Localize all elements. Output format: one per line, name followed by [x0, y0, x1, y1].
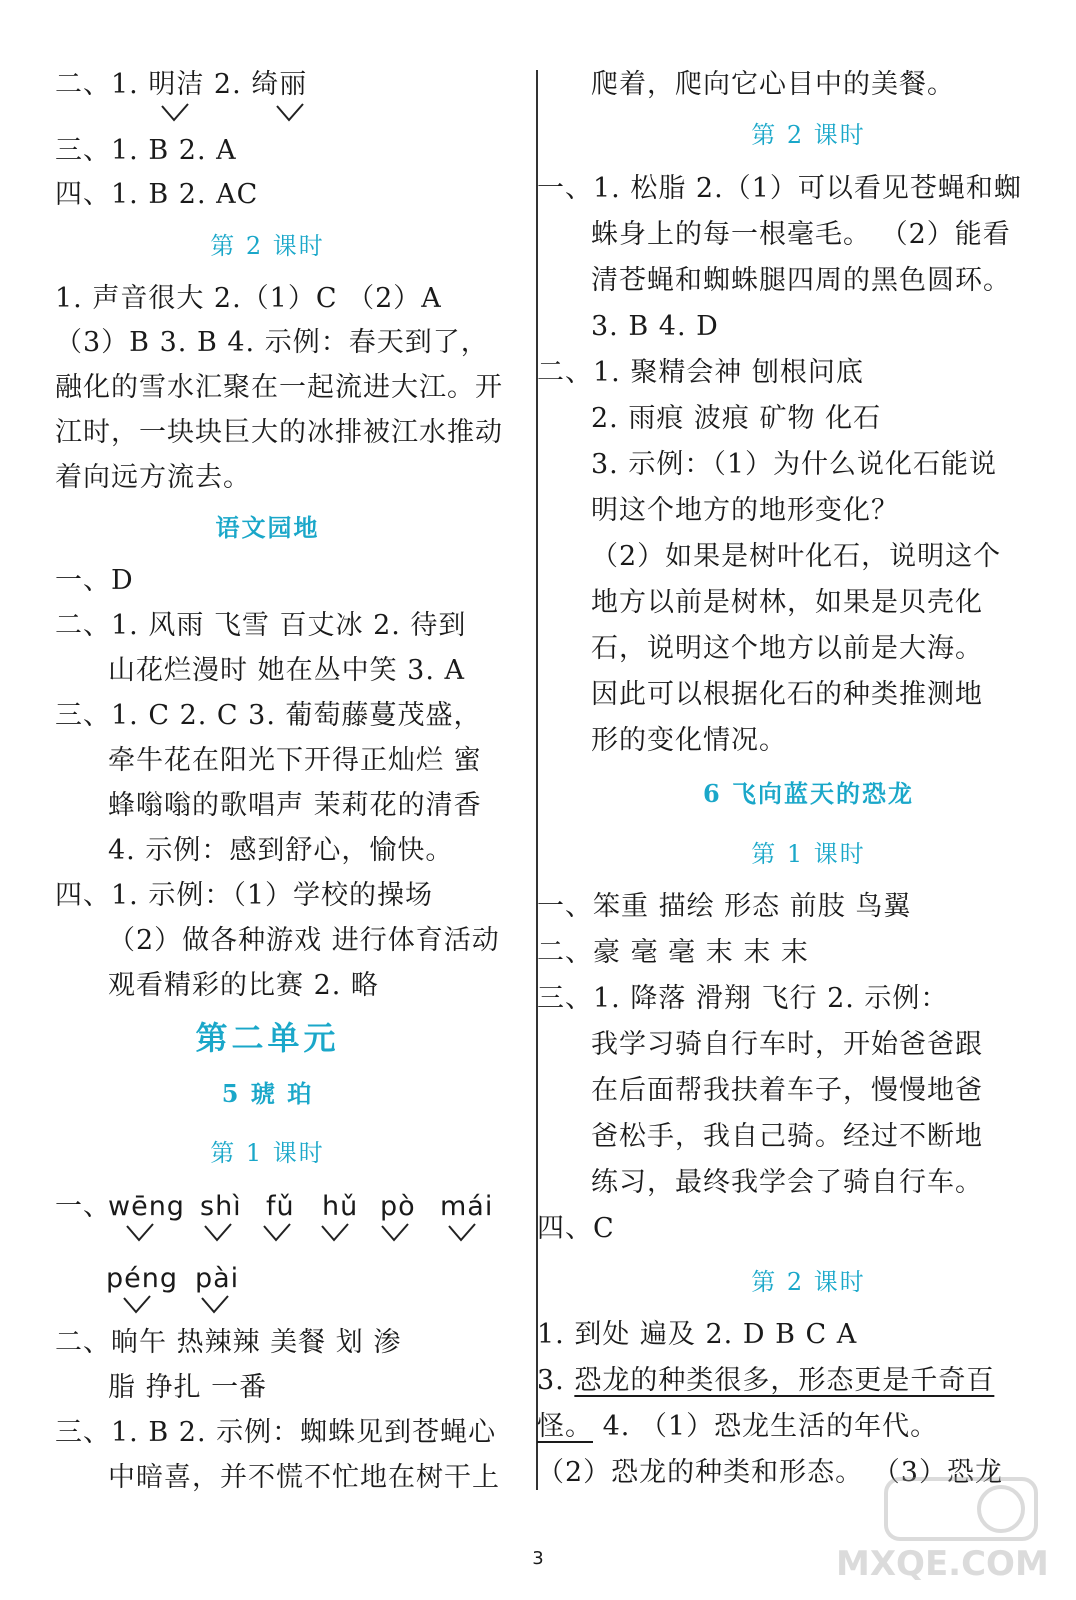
section-heading: 第 2 课时: [751, 1268, 866, 1296]
lesson-heading: 6 飞向蓝天的恐龙: [702, 779, 915, 808]
answer-line: 因此可以根据化石的种类推测地: [591, 679, 983, 710]
pinyin: wēng: [108, 1191, 185, 1222]
answer-line: 三、1. B 2. 示例：蜘蛛见到苍蝇心: [55, 1417, 497, 1448]
check-mark-icon: [320, 1222, 350, 1242]
answer-line: 4. 示例：感到舒心，愉快。: [108, 835, 454, 866]
check-mark-icon: [262, 1222, 292, 1242]
pinyin: péng: [106, 1263, 179, 1294]
answer-line: 牵牛花在阳光下开得正灿烂 蜜: [108, 745, 482, 776]
check-mark-icon: [380, 1222, 410, 1242]
answer-line: 爸松手，我自己骑。经过不断地: [591, 1121, 983, 1152]
answer-line: [537, 1410, 938, 1444]
check-mark-icon: [122, 1294, 152, 1314]
pinyin: shì: [200, 1191, 242, 1222]
check-mark-icon: [160, 102, 190, 122]
answer-line: 二、豪 毫 毫 末 末 末: [537, 937, 809, 968]
answer-number: 3.: [537, 1365, 575, 1396]
answer-line: 1. 声音很大 2.（1）C （2）A: [55, 283, 442, 314]
answer-line: 明这个地方的地形变化？: [591, 495, 899, 526]
pinyin: mái: [440, 1191, 494, 1222]
check-mark-icon: [447, 1222, 477, 1242]
page-number: 3: [532, 1548, 544, 1569]
section-heading: 第 1 课时: [751, 840, 866, 868]
answer-line: 二、1. 明洁 2. 绮丽: [55, 69, 308, 100]
underlined-answer: 怪。: [537, 1411, 593, 1442]
watermark-text: MXQE.COM: [836, 1544, 1049, 1584]
check-mark-icon: [275, 102, 305, 122]
answer-line: 江时，一块块巨大的冰排被江水推动: [55, 417, 503, 448]
answer-line: （2）如果是树叶化石，说明这个: [591, 541, 1002, 572]
answer-line: 1. 到处 遍及 2. D B C A: [537, 1319, 858, 1350]
answer-line: 蛛身上的每一根毫毛。 （2）能看: [591, 219, 1011, 250]
answer-line: 石，说明这个地方以前是大海。: [591, 633, 983, 664]
answer-line: 在后面帮我扶着车子，慢慢地爸: [591, 1075, 983, 1106]
section-heading: 第 2 课时: [210, 232, 325, 260]
answer-line: 山花烂漫时 她在丛中笑 3. A: [108, 655, 466, 686]
answer-line: 三、1. 降落 滑翔 飞行 2. 示例：: [537, 983, 949, 1014]
answer-line: 我学习骑自行车时，开始爸爸跟: [591, 1029, 983, 1060]
answer-line: 着向远方流去。: [55, 462, 251, 493]
answer-line: 一、笨重 描绘 形态 前肢 鸟翼: [537, 891, 912, 922]
check-mark-icon: [203, 1222, 233, 1242]
lesson-heading: 5 琥 珀: [221, 1079, 314, 1108]
answer-line: （2）做各种游戏 进行体育活动: [108, 925, 500, 956]
answer-line: 地方以前是树林，如果是贝壳化: [591, 587, 983, 618]
pinyin: fǔ: [266, 1191, 295, 1222]
section-heading: 第 2 课时: [751, 121, 866, 149]
answer-line: 四、C: [537, 1213, 615, 1244]
answer-line: 2. 雨痕 波痕 矿物 化石: [591, 403, 882, 434]
answer-line: （3）B 3. B 4. 示例：春天到了，: [55, 327, 489, 358]
answer-line: （2）恐龙的种类和形态。 （3）恐龙: [537, 1457, 1003, 1488]
answer-line: 二、1. 风雨 飞雪 百丈冰 2. 待到: [55, 610, 467, 641]
answer-line: 二、1. 聚精会神 刨根问底: [537, 357, 864, 388]
check-mark-icon: [200, 1294, 230, 1314]
answer-line: 一、D: [55, 565, 134, 596]
answer-line: 3. 示例：（1）为什么说化石能说: [591, 449, 998, 480]
answer-line: 三、1. B 2. A: [55, 135, 237, 166]
answer-line: 三、1. C 2. C 3. 葡萄藤蔓茂盛，: [55, 700, 482, 731]
answer-line: 观看精彩的比赛 2. 略: [108, 970, 379, 1001]
column-divider: [536, 70, 538, 1490]
answer-line: 四、1. 示例：（1）学校的操场: [55, 880, 434, 911]
answer-line: 融化的雪水汇聚在一起流进大江。开: [55, 372, 503, 403]
answer-line: 练习，最终我学会了骑自行车。: [591, 1167, 983, 1198]
answer-line: 清苍蝇和蜘蛛腿四周的黑色圆环。: [591, 265, 1011, 296]
pinyin: pò: [380, 1191, 416, 1222]
section-heading: 语文园地: [215, 513, 320, 542]
answer-line: 3. B 4. D: [591, 311, 719, 342]
section-heading: 第 1 课时: [210, 1139, 325, 1167]
pinyin: pài: [195, 1263, 240, 1294]
answer-text: 4. （1）恐龙生活的年代。: [593, 1411, 939, 1442]
answer-line-prefix: 一、: [55, 1191, 111, 1222]
answer-line: 二、晌午 热辣辣 美餐 划 渗: [55, 1327, 402, 1358]
answer-line: 形的变化情况。: [591, 725, 787, 756]
unit-heading: 第二单元: [195, 1019, 340, 1057]
check-mark-icon: [125, 1222, 155, 1242]
answer-line: [537, 1364, 994, 1398]
answer-line: 中暗喜，并不慌不忙地在树干上: [108, 1462, 500, 1493]
answer-line: 爬着，爬向它心目中的美餐。: [591, 69, 955, 100]
pinyin: hǔ: [322, 1191, 359, 1222]
answer-line: 蜂嗡嗡的歌唱声 茉莉花的清香: [108, 790, 482, 821]
answer-line: 一、1. 松脂 2.（1）可以看见苍蝇和蜘: [537, 173, 1022, 204]
answer-line: 脂 挣扎 一番: [108, 1372, 268, 1403]
underlined-answer: 恐龙的种类很多，形态更是千奇百: [574, 1365, 995, 1396]
answer-line: 四、1. B 2. AC: [55, 179, 259, 210]
